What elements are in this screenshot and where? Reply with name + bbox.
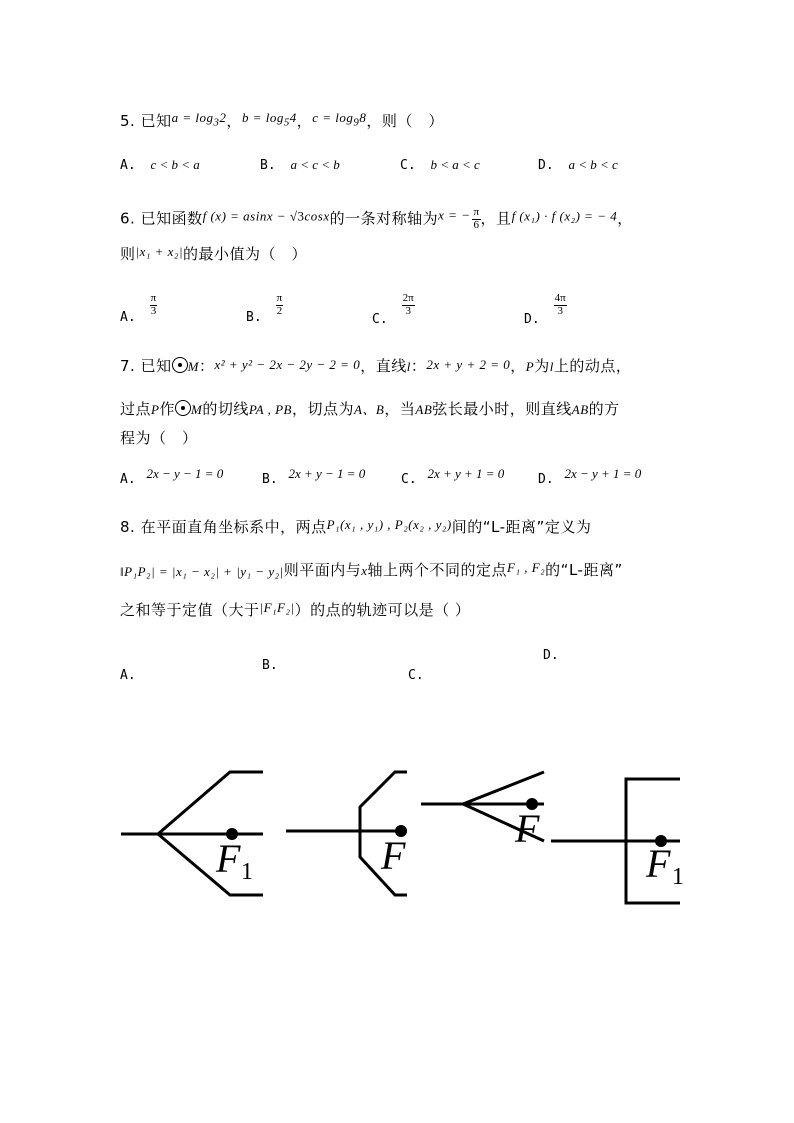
q6-option-b-label: B.	[246, 310, 262, 326]
q7-option-b-label: B.	[262, 472, 278, 487]
q6-option-d-label: D.	[524, 312, 540, 328]
q5-option-a[interactable]	[120, 157, 200, 172]
q7-colon: ：	[198, 357, 215, 375]
q7-m: M	[187, 359, 199, 374]
q6-option-c[interactable]	[372, 293, 415, 326]
q5-option-b-label: B.	[260, 158, 276, 173]
q5-b-expr: $b = \log_54$	[241, 110, 297, 129]
q7-l2-c: 的切线	[202, 400, 249, 418]
q8-option-d[interactable]: D.	[543, 648, 559, 663]
figure-d-label: F	[646, 841, 671, 886]
q6-intro: 已知函数	[140, 209, 203, 228]
q7-line-2	[120, 400, 620, 417]
figure-d-subscript: 1	[672, 864, 684, 890]
q6-and: ，且	[480, 209, 512, 228]
q8-line-3	[120, 601, 470, 618]
q5-option-d[interactable]	[538, 157, 618, 172]
q8-option-c[interactable]: C.	[408, 668, 424, 683]
q7-option-d-label: D.	[538, 472, 554, 487]
figure-c	[418, 765, 548, 855]
q6-line2-post: 的最小值为（ ）	[183, 245, 308, 263]
q6-option-d[interactable]	[524, 293, 567, 326]
q6-end: ，	[617, 209, 633, 228]
figure-b-label: F	[381, 833, 406, 878]
q8-f1f2: |F₁F₂|	[259, 600, 295, 615]
q7-colon2: ：	[410, 357, 427, 375]
q6-func: f (x) = asinx − √3cosx	[202, 208, 330, 224]
figure-a	[118, 765, 268, 905]
q5-line	[120, 111, 444, 129]
q8-l2a: 则平面内与	[283, 561, 362, 579]
figure-a-label: F	[216, 836, 241, 881]
q8-line-2	[120, 561, 623, 578]
q5-option-b[interactable]	[260, 157, 340, 172]
q6-option-a-frac: $\frac{\pi}{3}$	[150, 292, 157, 317]
circle-dot-icon	[175, 400, 191, 416]
q6-option-a-label: A.	[120, 310, 136, 326]
q6-line-2	[120, 245, 307, 262]
q5-option-a-label: A.	[120, 158, 136, 173]
q7-l2-g: 的方	[588, 400, 620, 418]
q7-p-end: 上的动点，	[553, 357, 632, 375]
q7-ab1: AB	[415, 402, 433, 417]
q8-l2c: 的“L-距离”	[545, 561, 623, 579]
q8-f12: F₁ , F₂	[507, 560, 546, 575]
q6-line-1	[120, 207, 633, 231]
q7-option-d[interactable]	[538, 466, 641, 486]
q7-option-d-expr: 2x − y + 1 = 0	[564, 466, 642, 481]
q6-option-b[interactable]	[246, 293, 283, 324]
q5-option-d-label: D.	[538, 158, 554, 173]
q7-option-c-label: C.	[401, 472, 417, 487]
q7-p-mid: 为	[534, 357, 550, 375]
q6-mid: 的一条对称轴为	[329, 209, 439, 228]
q5-then: ，则（ ）	[366, 112, 444, 130]
q7-circle-eq: x² + y² − 2x − 2y − 2 = 0	[214, 357, 361, 372]
q6-option-d-frac: $\frac{4\pi}{3}$	[554, 292, 566, 317]
q5-option-c[interactable]	[400, 157, 480, 172]
q7-l: l	[406, 359, 411, 374]
q6-axis-frac: $\frac{\pi}{6}$	[473, 206, 480, 231]
q8-option-b[interactable]: B.	[262, 658, 278, 673]
q7-option-b-expr: 2x + y − 1 = 0	[288, 466, 366, 481]
q8-option-a[interactable]: A.	[120, 668, 136, 683]
q5-sep-2: ，	[296, 112, 313, 130]
q8-definition: ‖P₁P₂| = |x₁ − x₂| + |y₁ − y₂|	[120, 564, 284, 579]
q7-p-txt: ，	[510, 357, 526, 375]
q7-option-c-expr: 2x + y + 1 = 0	[427, 466, 505, 481]
q7-tangents: PA , PB	[248, 402, 292, 417]
q8-l2b: 轴上两个不同的定点	[367, 561, 507, 579]
circle-dot-icon	[172, 357, 188, 373]
q7-p: P	[525, 359, 535, 374]
q5-option-c-expr: b < a < c	[430, 157, 480, 172]
q7-p-2: P	[151, 402, 160, 417]
q7-known: 已知	[140, 357, 172, 375]
q7-option-a-expr: 2x − y − 1 = 0	[146, 466, 224, 481]
q7-m-2: M	[190, 402, 203, 417]
q5-option-c-label: C.	[400, 158, 416, 173]
q6-option-a[interactable]	[120, 293, 157, 324]
figure-c-label: F	[515, 806, 540, 851]
q7-l2-b: 作	[159, 400, 175, 418]
q5-a-expr: $a = \log_32$	[171, 110, 227, 129]
q6-option-c-label: C.	[372, 312, 388, 328]
q7-l2: l	[549, 359, 554, 374]
q6-abs: |x₁ + x₂|	[135, 244, 184, 259]
q6-number: 6.	[120, 209, 136, 228]
q7-option-a-label: A.	[120, 472, 136, 487]
q5-sep-1: ，	[226, 112, 242, 130]
q8-l3b: ）的点的轨迹可以是（ ）	[294, 601, 471, 619]
figure-a-subscript: 1	[241, 859, 253, 885]
q7-option-a[interactable]	[120, 466, 223, 486]
q8-l3a: 之和等于定值（大于	[120, 601, 260, 619]
q5-c-expr: $c = \log_98$	[312, 110, 367, 129]
q5-number: 5.	[120, 112, 136, 130]
q8-l1a: 在平面直角坐标系中，两点	[140, 518, 327, 536]
q7-option-b[interactable]	[262, 466, 365, 486]
q5-option-b-expr: a < c < b	[290, 157, 340, 172]
q6-option-b-frac: $\frac{\pi}{2}$	[276, 292, 283, 317]
q7-l3: 程为（ ）	[120, 429, 198, 447]
q7-number: 7.	[120, 357, 136, 375]
q7-line-3	[120, 431, 198, 446]
q6-product: f (x₁) · f (x₂) = − 4	[511, 208, 618, 224]
q8-number: 8.	[120, 518, 136, 536]
q6-line2-pre: 则	[120, 245, 136, 263]
q7-l2-f: 弦长最小时，则直线	[432, 400, 572, 418]
q7-l2-a: 过点	[120, 400, 152, 418]
q7-option-c[interactable]	[401, 466, 504, 486]
q7-ab2: AB	[571, 402, 589, 417]
q7-line-1	[120, 357, 631, 374]
q7-line-txt: ，直线	[360, 357, 407, 375]
q7-pts: A、B	[353, 402, 385, 417]
q8-points: P₁(x₁ , y₁) , P₂(x₂ , y₂)	[326, 517, 452, 532]
q8-l1b: 间的“L-距离”定义为	[451, 518, 592, 536]
q5-option-d-expr: a < b < c	[568, 157, 618, 172]
q5-known: 已知	[140, 112, 172, 130]
q7-l2-e: ，当	[384, 400, 416, 418]
q6-axis: x = −	[438, 207, 471, 223]
q6-option-c-frac: $\frac{2\pi}{3}$	[402, 292, 414, 317]
q8-line-1	[120, 518, 591, 535]
q5-option-a-expr: c < b < a	[150, 157, 200, 172]
q7-line-eq: 2x + y + 2 = 0	[426, 357, 511, 372]
figure-b	[283, 765, 413, 905]
q7-l2-d: ，切点为	[291, 400, 354, 418]
q8-x: x	[361, 563, 368, 578]
figure-d	[548, 772, 684, 908]
